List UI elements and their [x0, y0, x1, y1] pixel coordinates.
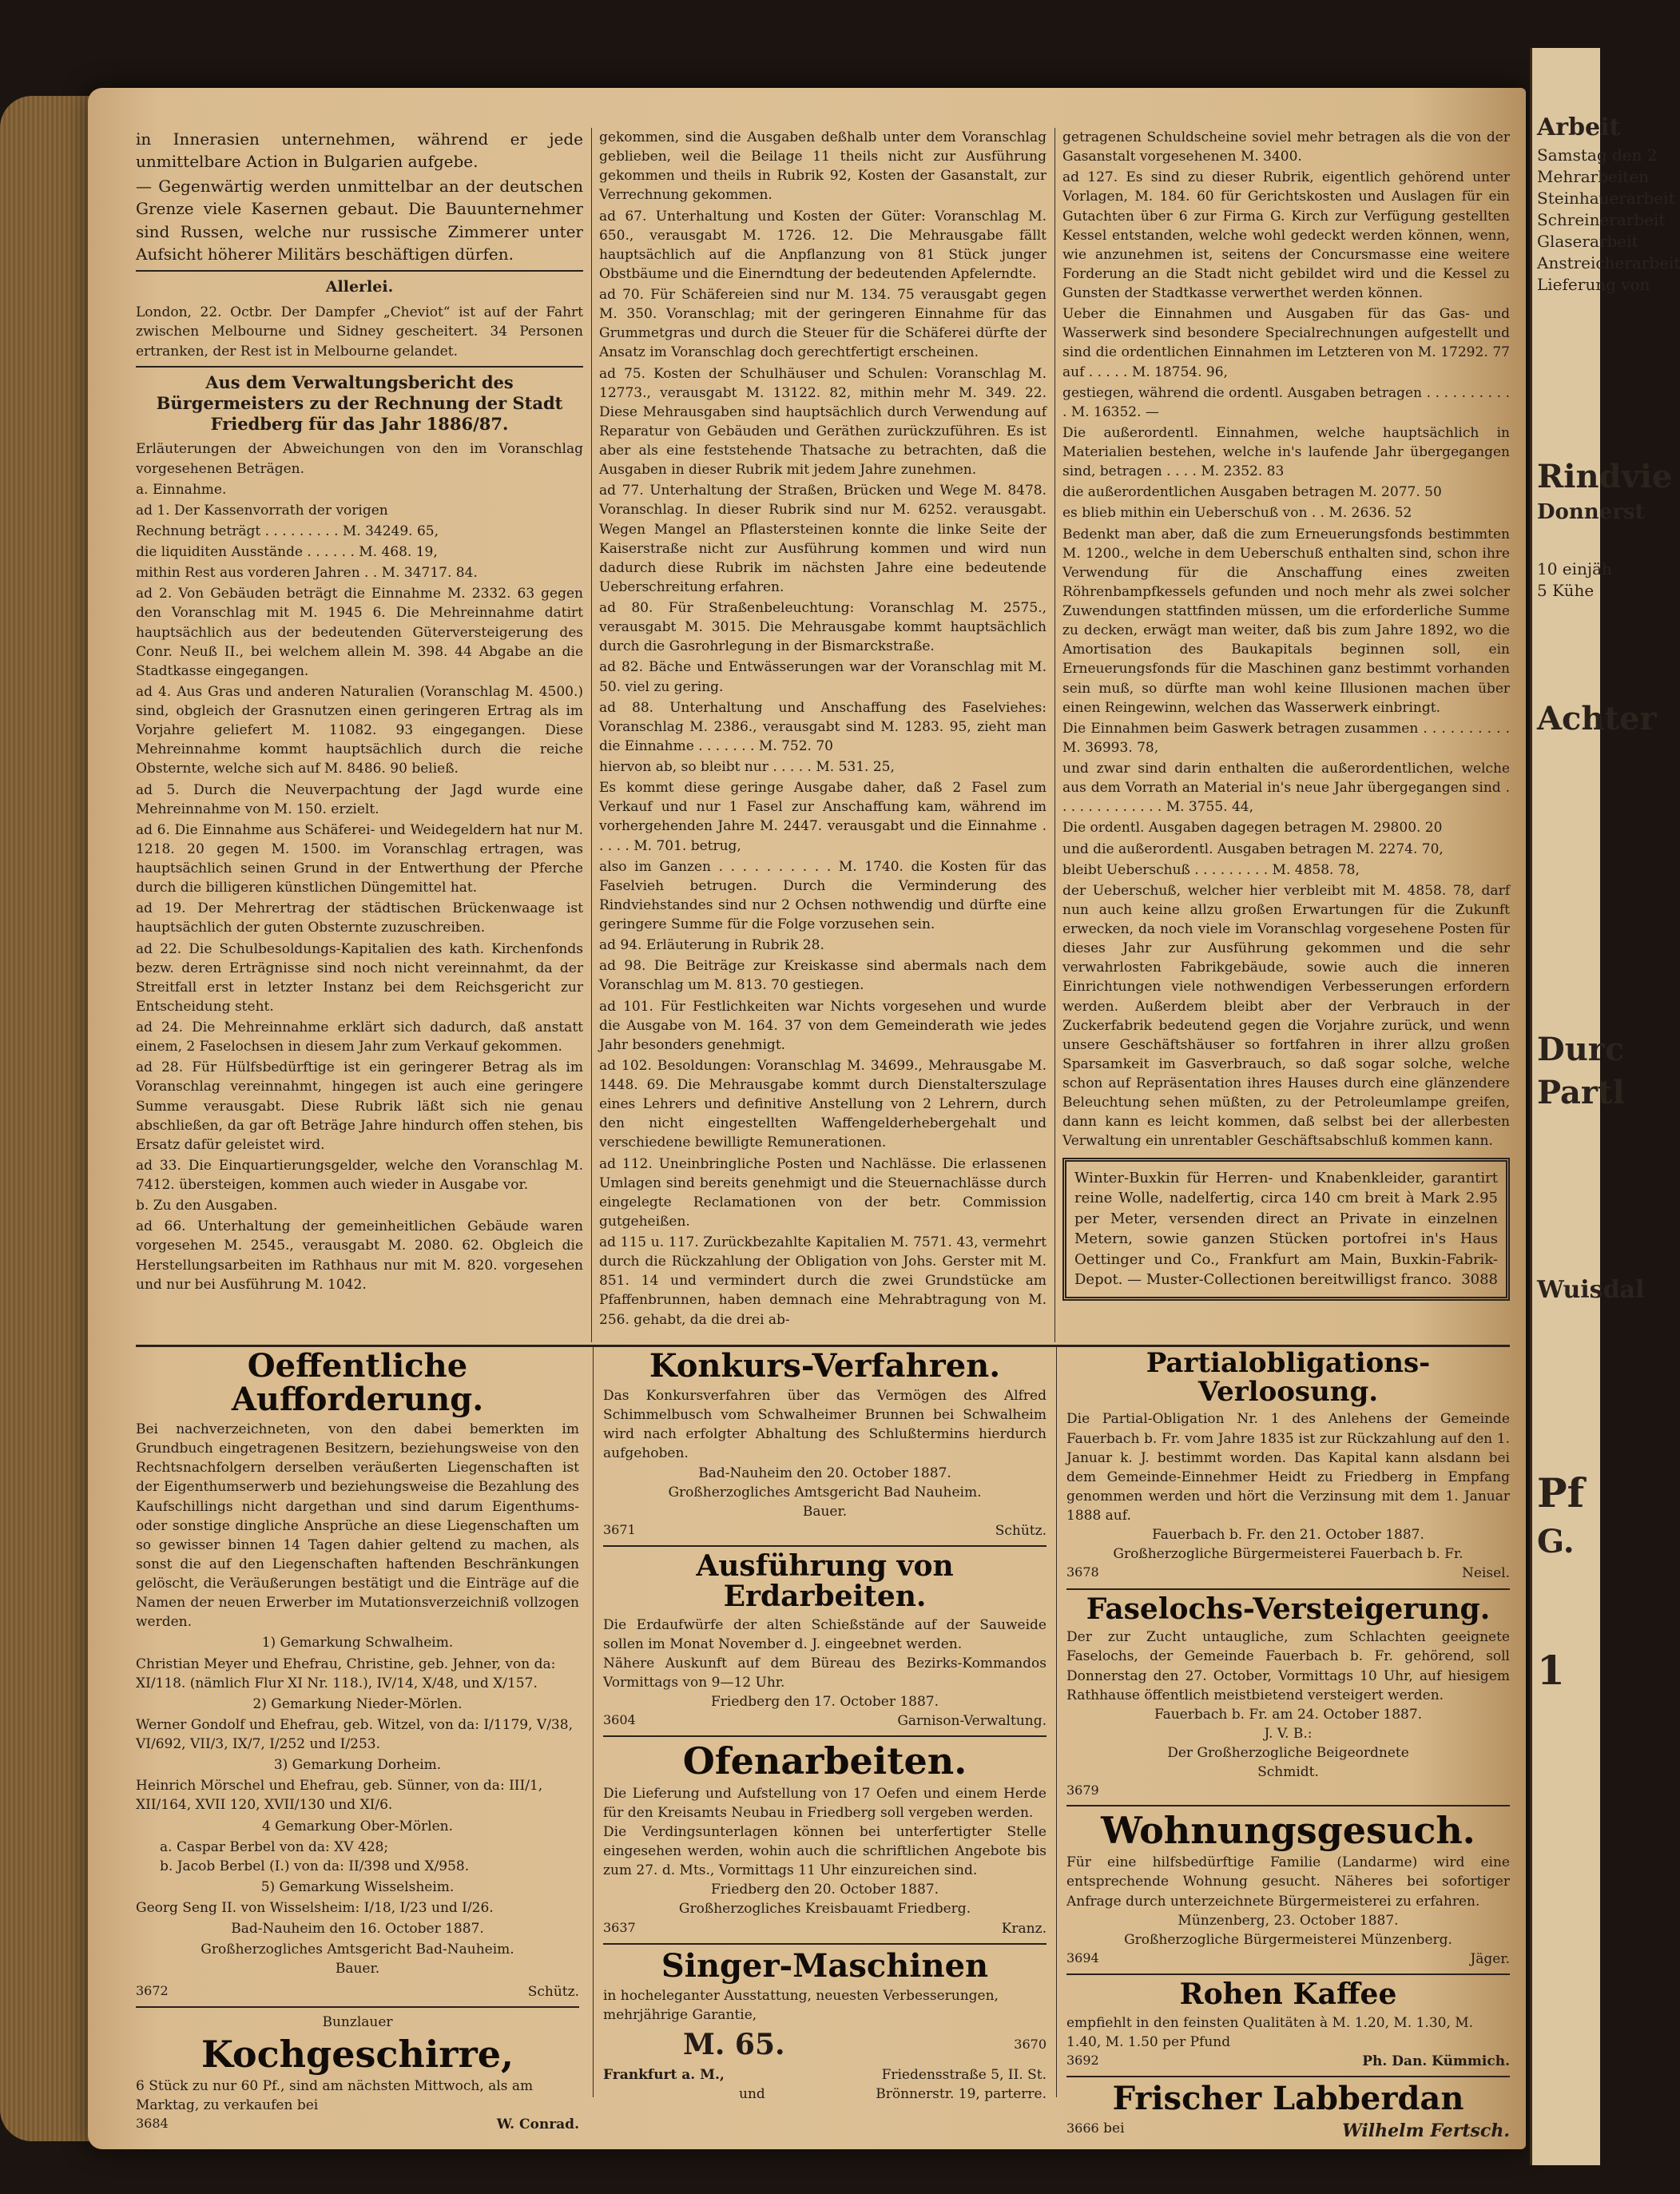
partial-office: Großherzogliche Bürgermeisterei Fauerbach b. Fr. [1113, 1546, 1464, 1563]
allerlei-title: Allerlei. [325, 278, 394, 296]
ad80-text: ad 80. Für Straßenbeleuchtung: Voranschlag M. 2575., verausgabt M. 3015. Die Mehrausgabe kommt hauptsächlich durch die Gasrohrlegung in der Bismarckstraße. [599, 600, 1047, 655]
ad1-line: Rechnung beträgt . . . . . . . . . M. 34249. 65, [136, 523, 439, 539]
faselochs-title: Faselochs-Versteigerung. [1086, 1592, 1491, 1626]
kochgeschirre-text: 6 Stück zu nur 60 Pf., sind am nächsten Mittwoch, als am Marktag, zu verkaufen bei [136, 2078, 534, 2114]
facing-page-text: Mehrarbeiten [1537, 166, 1650, 186]
gemarkung-entry: b. Jacob Berbel (I.) von da: II/398 und X/958. [160, 1858, 470, 1874]
labberdan-bei: bei [1103, 2120, 1125, 2137]
ad102-text: ad 102. Besoldungen: Voranschlag M. 34699., Mehrausgabe M. 1448. 69. Die Mehrausgabe kommt durch Dienstalterszulage eines Lehrers und definitive Anstellung von 2 Lehrern, durch den nicht eingestellten Waffengelderhebergehalt und verschiedene bewilligte Remunerationen. [599, 1057, 1047, 1151]
ad5-text: ad 5. Durch die Neuverpachtung der Jagd wurde eine Mehreinnahme von M. 150. erzielt. [136, 781, 583, 817]
ad-column-2 [603, 1346, 1047, 2104]
gemarkung-heading: 3) Gemarkung Dorheim. [273, 1757, 442, 1774]
report-title: Aus dem Verwaltungsbericht des Bürgermeisters zu der Rechnung der Stadt Friedberg für das Jahr 1886/87. [156, 372, 563, 435]
book-edge [0, 96, 96, 2141]
ad-signature: Ph. Dan. Kümmich. [1362, 2053, 1510, 2070]
column-3 [1062, 128, 1510, 1301]
konkurs-official: Bauer. [802, 1503, 848, 1520]
divider [136, 2006, 579, 2008]
gemarkung-heading: 1) Gemarkung Schwalheim. [261, 1635, 454, 1651]
ad-number: 3671 [603, 1521, 636, 1537]
aufforderung-text: Bei nachverzeichneten, von den dabei bemerkten im Grundbuch eingetragenen Besitzern, beziehungsweise von den Rechtsnachfolgern derselben veräußerten Liegenschaften ist der Eigenthumserwerb und beziehungsweise die Bezahlung des Kaufschillings nicht dargethan und sind darum Eigenthums- oder sonstige dingliche Ansprüche an diese Liegenschaften um so gewisser binnen 14 Tagen dahier geltend zu machen, als sonst die auf den Liegenschaften haftenden Beschränkungen gelöscht, die Veräußerungen bestätigt und die Einträge auf die Namen der neuen Erwerber im Mutationsverzeichniß vollzogen werden. [136, 1421, 579, 1631]
ad82-text: ad 82. Bäche und Entwässerungen war der Voranschlag mit M. 50. viel zu gering. [599, 659, 1047, 695]
facing-page-text: Partl [1537, 1073, 1625, 1111]
partial-place: Fauerbach b. Fr. den 21. October 1887. [1152, 1527, 1424, 1544]
ad-signature: Jäger. [1470, 1950, 1510, 1967]
aufforderung-official: Bauer. [335, 1961, 380, 1977]
ad67-text: ad 67. Unterhaltung und Kosten der Güter: Voranschlag M. 650., verausgabt M. 1726. 12. Die Mehrausgabe fällt hauptsächlich auf die Anpflanzung von 81 Stück junger Obstbäume und die Einerndtung der bedeutenden Apfelerndte. [599, 208, 1047, 282]
singer-price-row [603, 2025, 1047, 2065]
wohnungsgesuch-text: Für eine hilfsbedürftige Familie (Landarme) wird eine entsprechende Wohnung gesucht. Näheres bei sofortiger Anfrage durch unterzeichnete Bürgermeisterei zu erfahren. [1066, 1854, 1510, 1910]
divider [603, 1735, 1047, 1737]
kaffee-title: Rohen Kaffee [1179, 1977, 1397, 2012]
ad-signature: W. Conrad. [496, 2116, 579, 2133]
aufforderung-place: Bad-Nauheim den 16. October 1887. [231, 1921, 484, 1938]
konkurs-place: Bad-Nauheim den 20. October 1887. [698, 1465, 951, 1481]
column-divider [1056, 1346, 1057, 2097]
allerlei-text: London, 22. Octbr. Der Dampfer „Cheviot“ ist auf der Fahrt zwischen Melbourne und Sidney gescheitert. 34 Personen ertranken, der Rest ist in Melbourne gelandet. [136, 304, 583, 360]
ad-number: 3678 [1066, 1564, 1099, 1580]
facing-page-text: Glaserarbeit [1537, 231, 1638, 251]
ad-column-3 [1066, 1346, 1510, 2144]
ad-signature: Wilhelm Fertsch. [1342, 2120, 1510, 2142]
gas-text: Die Einnahmen beim Gaswerk betragen zusammen . . . . . . . . . . M. 36993. 78, [1062, 720, 1510, 756]
ad-number: 3694 [1066, 1950, 1099, 1965]
ad-number: 3684 [136, 2116, 169, 2132]
gas-text: es blieb mithin ein Ueberschuß von . . M. 2636. 52 [1062, 505, 1412, 522]
facing-page-text: Donnerst [1537, 499, 1645, 524]
erdarbeiten-title: Ausführung von Erdarbeiten. [696, 1549, 954, 1613]
facing-page-text: Pf [1537, 1469, 1585, 1517]
ad22-text: ad 22. Die Schulbesoldungs-Kapitalien des kath. Kirchenfonds bezw. deren Erträgnisse sind noch nicht vereinnahmt, da der Streitfall erst in letzter Instanz bei dem Reichsgericht zur Entscheidung steht. [136, 940, 583, 1015]
partial-text: Die Partial-Obligation Nr. 1 des Anlehens der Gemeinde Fauerbach b. Fr. vom Jahre 1835 ist zur Rückzahlung auf den 1. Januar k. J. bestimmt worden. Das Kapital kann alsdann bei dem Gemeinde-Einnehmer Heidt zu Friedberg in Empfang genommen werden und hört die Verzinsung mit dem 1. Januar 1888 auf. [1066, 1411, 1510, 1524]
singer-city: Frankfurt a. M., [603, 2067, 725, 2083]
labberdan-footer [1066, 2119, 1510, 2144]
divider [1066, 1588, 1510, 1590]
ad112-text: ad 112. Uneinbringliche Posten und Nachlässe. Die erlassenen Umlagen sind bereits genehmigt und die Steuernachlässe durch eingelegte Reclamationen von der betr. Commission gutgeheißen. [599, 1155, 1047, 1230]
gas-text: die außerordentlichen Ausgaben betragen M. 2077. 50 [1062, 484, 1442, 501]
faselochs-footer [1066, 1782, 1510, 1800]
section-a-heading: a. Einnahme. [136, 481, 227, 498]
singer-address-1: Friedensstraße 5, II. St. [881, 2067, 1047, 2083]
gas-text: und zwar sind darin enthalten die außerordentlichen, welche aus dem Vorrath an Material in's neue Jahr übergegangen sind . . . . . . . . . . . . . M. 3755. 44, [1062, 761, 1510, 816]
singer-text: in hocheleganter Ausstattung, neuesten Verbesserungen, mehrjährige Garantie, [603, 1987, 999, 2023]
ad1-line: ad 1. Der Kassenvorrath der vorigen [136, 502, 388, 519]
ad115-text: ad 115 u. 117. Zurückbezahlte Kapitalien M. 7571. 43, vermehrt durch die Rückzahlung der Obligation von Johs. Gerster mit M. 851. 14 und vermindert durch die zwei Grundstücke am Pfaffenbrunnen, haben demnach eine Mehrabtragung von M. 256. gehabt, da die drei ab- [599, 1234, 1047, 1328]
ofenarbeiten-title: Ofenarbeiten. [682, 1739, 967, 1783]
gas-text: Ueber die Einnahmen und Ausgaben für das Gas- und Wasserwerk sind besondere Specialrechnungen aufgestellt und sind die ordentlichen Einnahmen im Letzteren von M. 17292. 77 auf . . . . . M. 18754. 96, [1062, 306, 1510, 380]
erdarbeiten-footer [603, 1711, 1047, 1731]
gas-text: gestiegen, während die ordentl. Ausgaben betragen . . . . . . . . . . . M. 16352. — [1062, 384, 1510, 420]
ad88-text: hiervon ab, so bleibt nur . . . . . M. 531. 25, [599, 759, 895, 775]
column-1 [136, 128, 583, 1296]
partial-footer [1066, 1564, 1510, 1583]
gas-text: und die außerordentl. Ausgaben betragen M. 2274. 70, [1062, 841, 1444, 857]
gas-text: der Ueberschuß, welcher hier verbleibt mit M. 4858. 78, darf nun auch keine allzu großen Erwartungen für die Zukunft erwecken, da noch viele im Voranschlag vorgesehene Posten für dieses Jahr zur Ausführung gekommen und die sehr verwahrlosten Fabrikgebäude, sowie auch die inneren Einrichtungen viele nothwendigen Verbesserungen erfordern werden. Außerdem bleibt aber der Verbrauch in der Zuckerfabrik bedeutend gegen die Vorjahre zurück, und wenn unsere Geschäftshäuser so fortfahren in ihrer allzu großen Sparsamkeit im Gasverbrauch, so daß sogar solche, welche schon auf Repräsentation ihres Hauses durch eine glänzendere Beleuchtung sehen müßten, zu der Petroleumlampe greifen, dann kann es leicht kommen, daß selbst bei der allerbesten Verwaltung ein unrentabler Geschäftsabschluß kommen kann. [1062, 882, 1510, 1150]
labberdan-title: Frischer Labberdan [1112, 2080, 1464, 2118]
faselochs-office: Der Großherzogliche Beigeordnete [1167, 1745, 1409, 1762]
kochgeschirre-footer [136, 2115, 579, 2134]
ad88-text: also im Ganzen . . . . . . . . . . M. 1740. die Kosten für das Faselvieh betrugen. Durch die Verminderung des Rindviehstandes sind nur 2 Ochsen nothwendig und dürfte eine geringere Summe für die Folge vorzusehen sein. [599, 858, 1047, 932]
aufforderung-court: Großherzogliches Amtsgericht Bad-Nauheim. [201, 1942, 514, 1958]
ad-number: 3670 [1014, 2037, 1047, 2053]
divider [136, 366, 583, 368]
gemarkung-entry: Heinrich Mörschel und Ehefrau, geb. Sünner, von da: III/1, XII/164, XVII 120, XVII/130 und XI/6. [136, 1778, 543, 1814]
kochgeschirre-title: Kochgeschirre, [201, 2032, 514, 2076]
ad-column-1 [136, 1346, 579, 2134]
ad98-text: ad 98. Die Beiträge zur Kreiskasse sind abermals nach dem Voranschlag um M. 813. 70 gestiegen. [599, 958, 1047, 994]
wohnungsgesuch-office: Großherzogliche Bürgermeisterei Münzenberg. [1124, 1931, 1452, 1948]
ad24-text: ad 24. Die Mehreinnahme erklärt sich dadurch, daß anstatt einem, 2 Faselochsen in diesem Jahr zum Verkauf gekommen. [136, 1019, 583, 1055]
divider [1066, 2076, 1510, 2077]
article-grenze: — Gegenwärtig werden unmittelbar an der deutschen Grenze viele Kasernen gebaut. Die Bauunternehmer sind Russen, welche nur russische Zimmerer unter Aufsicht höherer Militärs beschäftigen dürfen. [136, 176, 583, 264]
ad33-text: ad 33. Die Einquartierungsgelder, welche den Voranschlag M. 7412. übersteigen, kommen auch wieder in Ausgabe vor. [136, 1157, 583, 1194]
singer-title: Singer-Maschinen [661, 1946, 989, 1985]
gemarkung-entry: a. Caspar Berbel von da: XV 428; [160, 1838, 389, 1855]
wohnungsgesuch-place: Münzenberg, 23. October 1887. [1178, 1912, 1399, 1929]
ad-number: 3666 [1066, 2120, 1099, 2136]
ad-number: 3637 [603, 1919, 636, 1935]
ofenarbeiten-text: Die Lieferung und Aufstellung von 17 Oefen und einem Herde für den Kreisamts Neubau in Friedberg soll vergeben werden. [603, 1785, 1047, 1821]
report-subtitle: Erläuterungen der Abweichungen von den im Voranschlag vorgesehenen Beträgen. [136, 441, 583, 477]
ad1-line: die liquiditen Ausstände . . . . . . M. 468. 19, [136, 544, 438, 561]
erdarbeiten-text: Nähere Auskunft auf dem Büreau des Bezirks-Kommandos Vormittags von 9—12 Uhr. [603, 1655, 1047, 1691]
facing-page-text: 10 einjäh [1537, 558, 1612, 578]
gemarkung-entry: Christian Meyer und Ehefrau, Christine, geb. Jehner, von da: XI/118. (nämlich Flur XI Nr. 118.), IV/14, X/48, und X/157. [136, 1655, 556, 1691]
singer-address [603, 2065, 1047, 2085]
singer-address-2: Brönnerstr. 19, parterre. [876, 2086, 1047, 2103]
column-2 [599, 128, 1047, 1331]
column-divider [1054, 128, 1055, 1342]
kaffee-footer [1066, 2052, 1510, 2071]
ad-number: 3679 [1066, 1783, 1099, 1799]
divider [136, 270, 583, 272]
gas-text: bleibt Ueberschuß . . . . . . . . . M. 4858. 78, [1062, 861, 1360, 878]
facing-page-text: Arbeit [1537, 113, 1621, 141]
gemarkung-heading: 2) Gemarkung Nieder-Mörlen. [252, 1695, 463, 1712]
buxkin-text: Winter-Buxkin für Herren- und Knabenkleider, garantirt reine Wolle, nadelfertig, circa 140 cm breit à Mark 2.95 per Meter, versenden direct an Private in einzelnen Metern, sowie ganzen Stücken portofrei in's Haus Oettinger und Co., Frankfurt am Main, Buxkin-Fabrik-Depot. — Muster-Collectionen bereitwilligst franco. [1074, 1169, 1498, 1289]
article-intro: in Innerasien unternehmen, während er jede unmittelbare Action in Bulgarien aufgebe. [136, 129, 583, 172]
faselochs-name: Schmidt. [1257, 1764, 1319, 1781]
divider [1066, 1973, 1510, 1975]
ad2-text: ad 2. Von Gebäuden beträgt die Einnahme M. 2332. 63 gegen den Voranschlag mit M. 1945 6. Die Mehreinnahme datirt hauptsächlich aus der bedeutenden Güterversteigerung des Conr. Neuß II., bei welchem allein M. 398. 44 Abgabe an die Stadtkasse eingegangen. [136, 586, 583, 679]
ad-signature: Garnison-Verwaltung. [897, 1713, 1047, 1730]
facing-page-text: Achter [1537, 699, 1657, 737]
ofenarbeiten-footer [603, 1919, 1047, 1938]
konkurs-court: Großherzogliches Amtsgericht Bad Nauheim. [668, 1484, 982, 1500]
facing-page [1530, 48, 1680, 2165]
ad-signature: Neisel. [1462, 1565, 1510, 1582]
faselochs-ivb: J. V. B.: [1264, 1725, 1313, 1742]
singer-address [603, 2085, 1047, 2104]
col3-para: getragenen Schuldscheine soviel mehr betragen als die von der Gasanstalt vorgesehenen M. 3400. [1062, 129, 1510, 165]
column-divider [593, 1346, 594, 2097]
ad66-text: ad 66. Unterhaltung der gemeinheitlichen Gebäude waren vorgesehen M. 2545., verausgabt M. 2080. 62. Obgleich die Herstellungsarbeiten im Rathhaus nur mit M. 820. vorgesehen und nur bei Ausführung M. 1042. [136, 1218, 583, 1293]
gas-text: Bedenkt man aber, daß die zum Erneuerungsfonds bestimmten M. 1200., welche in dem Ueberschuß enthalten sind, schon ihre Verwendung für die Anschaffung eines zweiten Röhrenbampfkessels gefunden und noch mehr als zwei solcher Zuwendungen stattfinden müssen, um die erforderliche Summe zu decken, erwägt man weiter, daß bis zum Jahre 1892, wo die Amortisation des Baukapitals beginnen soll, ein Erneuerungsfonds für die Maschinen ganz bestimmt vorhanden sein muß, so dürfte man wohl keine Illusionen machen über einen Reingewinn, welchen das Wasserwerk einbringt. [1062, 526, 1510, 716]
gemarkung-entry: Werner Gondolf und Ehefrau, geb. Witzel, von da: I/1179, V/38, VI/692, VII/3, IX/7, I/252 und I/253. [136, 1716, 573, 1752]
facing-page-text: G. [1537, 1522, 1575, 1560]
konkurs-text: Das Konkursverfahren über das Vermögen des Alfred Schimmelbusch vom Schwalheimer Brunnen bei Schwalheim wird nach erfolgter Abhaltung des Schlußtermins hierdurch aufgehoben. [603, 1388, 1047, 1462]
divider [603, 1545, 1047, 1547]
ofenarbeiten-court: Großherzogliches Kreisbauamt Friedberg. [678, 1901, 971, 1918]
facing-page-text: Samstag den 2 [1537, 145, 1658, 165]
facing-page-text: Steinhauerarbeit [1537, 188, 1675, 208]
ad-number: 3604 [603, 1712, 636, 1728]
partial-title: Partialobligations-Verloosung. [1146, 1347, 1431, 1408]
col2-para: gekommen, sind die Ausgaben deßhalb unter dem Voranschlag geblieben, weil die Beilage 11 theils nicht zur Ausführung gekommen und theils in Rubrik 92, Kosten der Gasanstalt, zur Verrechnung gekommen. [599, 129, 1047, 204]
column-divider [591, 128, 592, 1342]
ad70-text: ad 70. Für Schäfereien sind nur M. 134. 75 verausgabt gegen M. 350. Voranschlag; mit der geringeren Einnahme für das Grummetgras und durch die Steuer für die Schäferei dürfte der Ansatz im Voranschlag doch gerechtfertigt erscheinen. [599, 287, 1047, 361]
erdarbeiten-place: Friedberg den 17. October 1887. [710, 1694, 939, 1711]
ad127-text: ad 127. Es sind zu dieser Rubrik, eigentlich gehörend unter Vorlagen, M. 184. 60 für Gerichtskosten und Auslagen für ein Gutachten über 6 zur Firma G. Kirch zur Verfügung gestellten Kessel entstanden, welche wohl gedeckt werden können, wenn, wie anzunehmen ist, seitens der Concursmasse eine weitere Forderung an die Stadt nicht gebildet wird und die Kessel zu Gunsten der Stadtkasse verwerthet werden können. [1062, 169, 1510, 301]
singer-und: und [739, 2086, 765, 2103]
ad28-text: ad 28. Für Hülfsbedürftige ist ein geringerer Betrag als im Voranschlag vereinnahmt, hingegen ist auch eine geringere Summe verausgabt. Diese Rubrik läßt sich nie genau abschließen, da gar oft Beträge Jahre hindurch offen stehen, bis Ersatz dafür geleistet wird. [136, 1059, 583, 1153]
ad75-text: ad 75. Kosten der Schulhäuser und Schulen: Voranschlag M. 12773., verausgabt M. 13122. 82, mithin mehr M. 349. 22. Diese Mehrausgaben sind hauptsächlich durch Verwendung auf Reparatur von Gebäuden und Geräthen zurückzuführen. Es ist aber als eine feststehende Thatsache zu betrachten, daß die Ausgaben in dieser Rubrik mit jedem Jahre zunehmen. [599, 365, 1047, 479]
gemarkung-heading: 4 Gemarkung Ober-Mörlen. [261, 1818, 454, 1834]
facing-page-text: Durc [1537, 1030, 1625, 1068]
aufforderung-title: Oeffentliche Aufforderung. [231, 1347, 484, 1418]
gemarkung-heading: 5) Gemarkung Wisselsheim. [260, 1878, 455, 1895]
section-b-heading: b. Zu den Ausgaben. [136, 1198, 278, 1214]
gemarkung-entry: Georg Seng II. von Wisselsheim: I/18, I/23 und I/26. [136, 1900, 494, 1916]
facing-page-text: Wuisdal [1537, 1275, 1645, 1304]
facing-page-text: Lieferung von [1537, 274, 1650, 294]
ad-signature: Schütz. [995, 1522, 1047, 1539]
singer-price: M. 65. [683, 2027, 785, 2061]
ad-number: 3692 [1066, 2053, 1099, 2069]
buxkin-advertisement [1062, 1158, 1510, 1301]
facing-page-text: 5 Kühe [1537, 580, 1595, 600]
ad88-text: Es kommt diese geringe Ausgabe daher, daß 2 Fasel zum Verkauf und nur 1 Fasel zur Anschaffung kam, während im vorhergehenden Jahre M. 2447. verausgabt und die Einnahme . . . . . M. 701. betrug, [599, 780, 1047, 854]
erdarbeiten-text: Die Erdaufwürfe der alten Schießstände auf der Sauweide sollen im Monat November d. J. eingeebnet werden. [603, 1616, 1047, 1652]
kaffee-text: empfiehlt in den feinsten Qualitäten à M. 1.20, M. 1.30, M. 1.40, M. 1.50 per Pfund [1066, 2014, 1474, 2050]
ad77-text: ad 77. Unterhaltung der Straßen, Brücken und Wege M. 8478. Voranschlag. In dieser Rubrik sind nur M. 6252. verausgabt. Wegen Mangel an Pflastersteinen konnte die linke Seite der Kaiserstraße nicht zur Ausführung kommen und wird nun dadurch diese Rubrik im nächsten Jahre eine bedeutende Ueberschreitung erfahren. [599, 483, 1047, 595]
ad-signature: Schütz. [527, 1983, 579, 2000]
konkurs-title: Konkurs-Verfahren. [649, 1347, 1001, 1385]
facing-page-text: Rindvie [1537, 457, 1673, 495]
ad19-text: ad 19. Der Mehrertrag der städtischen Brückenwaage ist hauptsächlich der guten Obsternte zuzuschreiben. [136, 900, 583, 936]
aufforderung-footer [136, 1982, 579, 2001]
faselochs-text: Der zur Zucht untaugliche, zum Schlachten geeignete Faselochs, der Gemeinde Fauerbach b. Fr. gehörend, soll Donnerstag den 27. October, Vormittags 10 Uhr, auf hiesigem Rathhause öffentlich meistbietend versteigert werden. [1066, 1629, 1510, 1703]
konkurs-footer [603, 1521, 1047, 1540]
page-content [136, 128, 1510, 2142]
ad101-text: ad 101. Für Festlichkeiten war Nichts vorgesehen und wurde die Ausgabe von M. 164. 37 von dem Gemeinderath wie jedes Jahr besonders genehmigt. [599, 998, 1047, 1053]
divider [1066, 1805, 1510, 1806]
ofenarbeiten-place: Friedberg den 20. October 1887. [710, 1882, 939, 1898]
wohnungsgesuch-title: Wohnungsgesuch. [1101, 1809, 1475, 1853]
divider [603, 1943, 1047, 1945]
ad88-text: ad 88. Unterhaltung und Anschaffung des Faselviehes: Voranschlag M. 2386., verausgabt sind M. 1283. 95, zieht man die Einnahme . . . . . . . M. 752. 70 [599, 699, 1047, 754]
ad94-text: ad 94. Erläuterung in Rubrik 28. [599, 937, 824, 954]
ofenarbeiten-text: Die Verdingsunterlagen können bei unterfertigter Stelle eingesehen werden, wohin auch die schriftlichen Angebote bis zum 27. d. Mts., Vormittags 11 Uhr einzureichen sind. [603, 1823, 1047, 1879]
facing-page-text: Anstreicherarbeit [1537, 252, 1680, 272]
gas-text: Die außerordentl. Einnahmen, welche hauptsächlich in Materialien bestehen, welche in's laufende Jahr übergegangen sind, betragen . . . . M. 2352. 83 [1062, 424, 1510, 480]
advertisement-section [136, 1346, 1510, 2142]
facing-page-text: Schreinerarbeit [1537, 209, 1666, 229]
gas-text: Die ordentl. Ausgaben dagegen betragen M. 29800. 20 [1062, 820, 1443, 837]
facing-page-text: 1 [1537, 1646, 1565, 1694]
bunzlauer-label: Bunzlauer [322, 2013, 393, 2030]
faselochs-place: Fauerbach b. Fr. am 24. October 1887. [1154, 1706, 1423, 1723]
buxkin-number: 3088 [1461, 1271, 1498, 1289]
ad4-text: ad 4. Aus Gras und anderen Naturalien (Voranschlag M. 4500.) sind, obgleich der Grasnutzen einen geringeren Ertrag als im Vorjahre geliefert M. 11082. 93 eingegangen. Diese Mehreinnahme kommt hauptsächlich durch die reiche Obsternte, welche sich auf M. 8486. 90 beließ. [136, 683, 583, 777]
ad6-text: ad 6. Die Einnahme aus Schäferei- und Weidegeldern hat nur M. 1218. 20 gegen M. 1500. im Voranschlag ertragen, was hauptsächlich seinen Grund in der Entwerthung der Pferche durch die billigeren künstlichen Düngemittel hat. [136, 821, 583, 896]
ad-number: 3672 [136, 1982, 169, 1998]
ad-signature: Kranz. [1001, 1920, 1047, 1937]
wohnungsgesuch-footer [1066, 1950, 1510, 1969]
ad1-line: mithin Rest aus vorderen Jahren . . M. 34717. 84. [136, 565, 478, 582]
